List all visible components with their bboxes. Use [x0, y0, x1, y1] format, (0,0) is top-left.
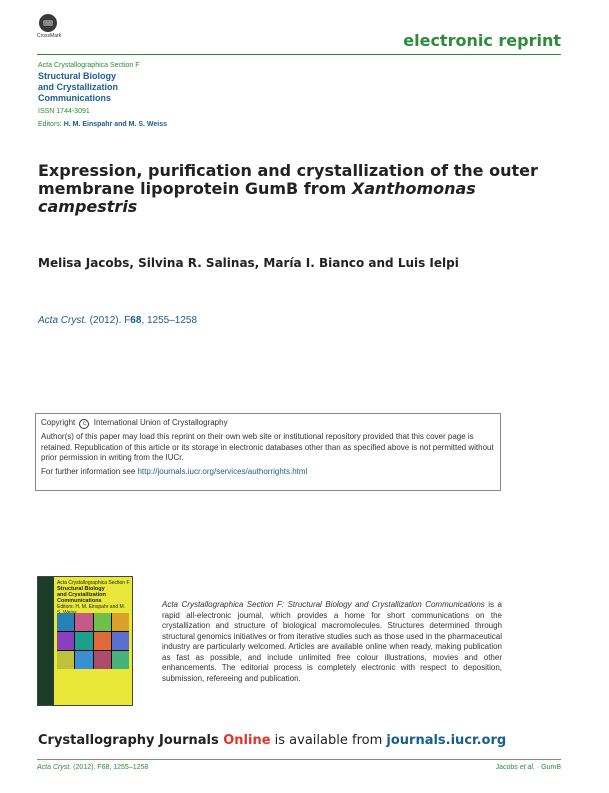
citation-volume: 68	[130, 315, 142, 326]
title-organism: Xanthomonas campestris	[38, 179, 476, 216]
footer-etal: et al.	[519, 764, 535, 771]
cover-tile	[112, 651, 129, 669]
journal-name-line3[interactable]: Communications	[38, 93, 112, 103]
journal-description	[162, 600, 502, 684]
editors-names: H. M. Einspahr and M. S. Weiss	[63, 121, 168, 128]
description-journal: Acta Crystallographica Section F: Structural Biology and Crystallization Communications	[162, 600, 485, 609]
citation-journal: Acta Cryst.	[38, 315, 87, 326]
crossmark-icon	[39, 14, 57, 32]
cover-editors: Editors: H. M. Einspahr and M.	[57, 604, 126, 610]
article-title	[38, 162, 568, 216]
footer-citation-rest: (2012). F68, 1255–1258	[71, 764, 149, 771]
copyright-info	[41, 467, 495, 478]
journal-info	[38, 61, 288, 130]
copyright-symbol-icon: c	[79, 419, 89, 429]
banner-online: Online	[223, 733, 271, 748]
author-rights-link[interactable]: http://journals.iucr.org/services/authorrights.html	[137, 466, 308, 476]
banner-part1: Crystallography Journals	[38, 733, 224, 748]
cover-tile	[75, 651, 92, 669]
header-divider	[37, 54, 561, 55]
footer-running-head	[496, 764, 561, 771]
editors-label: Editors:	[38, 121, 64, 128]
crossmark-logo[interactable]	[37, 14, 62, 40]
journals-site-link[interactable]: journals.iucr.org	[386, 733, 507, 748]
description-text: is a rapid all-electronic journal, which provides a home for short communications on the crystallization and structure of biological macromolecules. Structures determined through structural genomics initiatives or from iterative studies such as those used in the pharmaceutical industry are particularly welcomed. Articles are available online when ready, making publication as fast as possible, and include unlimited free colour illustrations, movies and other enhancements. The editorial process is completely electronic with respect to deposition, submission, refereeing and publication.	[162, 600, 503, 683]
cover-tile	[112, 632, 129, 650]
cover-tile	[75, 613, 92, 631]
cover-spine	[38, 577, 54, 706]
cover-tile	[57, 632, 74, 650]
cover-tile	[57, 613, 74, 631]
electronic-reprint-label: electronic reprint	[403, 31, 561, 50]
cover-tile	[94, 632, 111, 650]
footer-author: Jacobs	[495, 764, 520, 771]
cover-section: Acta Crystallographica Section F	[57, 580, 130, 586]
article-citation[interactable]	[38, 315, 197, 326]
cover-title2: and Crystallization	[57, 592, 106, 598]
citation-year: (2012). F	[86, 315, 131, 326]
journal-cover-image	[37, 576, 133, 706]
article-authors: Melisa Jacobs, Silvina R. Salinas, María I. Bianco and Luis Ielpi	[38, 256, 459, 270]
footer-citation	[37, 764, 148, 771]
cover-tile	[94, 651, 111, 669]
copyright-prefix: Copyright	[41, 418, 76, 427]
cover-image-mosaic	[57, 613, 129, 669]
cover-text	[57, 580, 131, 616]
copyright-box	[35, 413, 501, 491]
journal-editors	[38, 120, 288, 130]
copyright-line	[41, 418, 495, 429]
journal-name-line2[interactable]: and Crystallization	[38, 82, 119, 92]
cover-tile	[75, 632, 92, 650]
crossmark-label: CrossMark	[37, 33, 62, 39]
copyright-holder: International Union of Crystallography	[93, 418, 228, 427]
cover-tile	[57, 651, 74, 669]
copyright-info-prefix: For further information see	[41, 466, 138, 476]
cover-title1: Structural Biology	[57, 586, 105, 592]
journal-name-line1[interactable]: Structural Biology	[38, 71, 117, 81]
footer-journal: Acta Cryst.	[37, 764, 72, 771]
journal-section: Acta Crystallographica Section F	[38, 62, 140, 69]
citation-pages: , 1255–1258	[141, 315, 198, 326]
cover-title3: Communications	[57, 598, 102, 604]
journal-issn: ISSN 1744-3091	[38, 108, 90, 115]
footer-divider	[37, 759, 561, 760]
copyright-paragraph: Author(s) of this paper may load this reprint on their own web site or institutional repository provided that this cover page is retained. Republication of this article or its storage in electronic databases other than as specified above is not permitted without prior permission in writing from the IUCr.	[41, 432, 494, 462]
cover-tile	[94, 613, 111, 631]
banner-part2: is available from	[270, 733, 387, 748]
footer-short-title: · GumB	[534, 764, 561, 771]
cover-tile	[112, 613, 129, 631]
title-main: Expression, purification and crystallization of the outer membrane lipoprotein GumB from	[38, 161, 538, 198]
journals-online-banner	[38, 733, 506, 748]
